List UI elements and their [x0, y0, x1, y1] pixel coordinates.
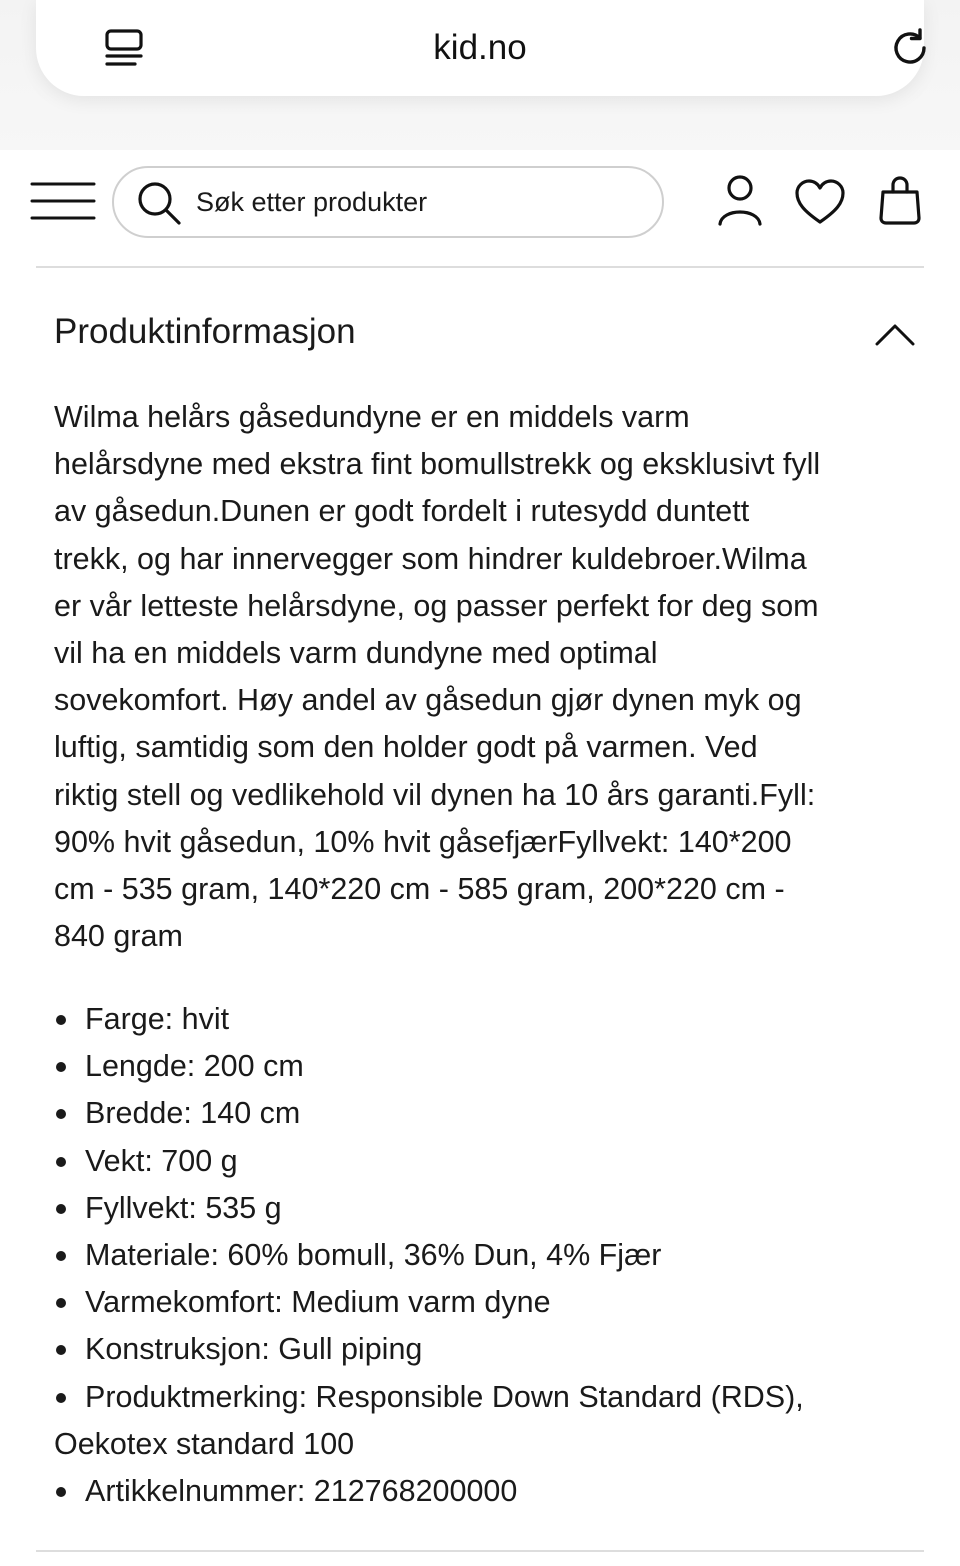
spec-item: [54, 1468, 910, 1515]
description-line: luftig, samtidig som den holder godt på varmen. Ved: [54, 730, 758, 765]
description-line: vil ha en middels varm dundyne med optimal: [54, 636, 658, 671]
section-title: Produktinformasjon: [54, 312, 356, 351]
spec-item: [54, 1326, 910, 1373]
product-description: [54, 394, 910, 960]
user-icon[interactable]: [714, 174, 766, 226]
spec-labeling: Produktmerking: Responsible Down Standard (RDS),: [85, 1379, 804, 1414]
spec-item: [54, 1185, 910, 1232]
url-text: kid.no: [433, 28, 527, 67]
spec-item: [54, 1374, 910, 1468]
description-line: cm - 535 gram, 140*220 cm - 585 gram, 200*220 cm -: [54, 872, 785, 907]
header-divider: [36, 266, 924, 268]
spec-item: [54, 1138, 910, 1185]
description-line: 90% hvit gåsedun, 10% hvit gåsefjærFyllvekt: 140*200: [54, 824, 792, 859]
heart-icon[interactable]: [794, 178, 846, 226]
hamburger-menu-icon[interactable]: [30, 180, 96, 222]
spec-color: Farge: hvit: [85, 1002, 230, 1036]
browser-toolbar: [0, 0, 960, 150]
description-line: helårsdyne med ekstra fint bomullstrekk og eksklusivt fyll: [54, 447, 821, 482]
description-line: av gåsedun.Dunen er godt fordelt i rutesydd duntett: [54, 494, 750, 529]
description-line: trekk, og har innervegger som hindrer kuldebroer.Wilma: [54, 541, 807, 576]
spec-material: Materiale: 60% bomull, 36% Dun, 4% Fjær: [85, 1238, 662, 1273]
search-input[interactable]: [196, 180, 636, 224]
spec-width: Bredde: 140 cm: [85, 1096, 301, 1131]
shopping-bag-icon[interactable]: [876, 174, 924, 226]
description-line: sovekomfort. Høy andel av gåsedun gjør dynen myk og: [54, 683, 802, 718]
spec-construction: Konstruksjon: Gull piping: [85, 1332, 423, 1367]
description-line: riktig stell og vedlikehold vil dynen ha 10 års garanti.Fyll:: [54, 777, 816, 812]
spec-warmth: Varmekomfort: Medium varm dyne: [85, 1285, 551, 1320]
product-info-accordion-header[interactable]: [54, 308, 924, 360]
section-bottom-divider: [36, 1550, 924, 1552]
spec-item: [54, 1232, 910, 1279]
product-specs-list: [54, 996, 910, 1515]
spec-item: [54, 1090, 910, 1137]
spec-item: [54, 996, 910, 1043]
description-line: er vår letteste helårsdyne, og passer perfekt for deg som: [54, 588, 819, 623]
spec-fill-weight: Fyllvekt: 535 g: [85, 1190, 282, 1225]
spec-labeling-continuation: Oekotex standard 100: [54, 1426, 355, 1461]
description-line: Wilma helårs gåsedundyne er en middels varm: [54, 400, 690, 434]
site-header: [0, 150, 960, 266]
spec-weight: Vekt: 700 g: [85, 1143, 238, 1178]
search-box[interactable]: [112, 166, 664, 238]
spec-length: Lengde: 200 cm: [85, 1049, 304, 1084]
description-line: 840 gram: [54, 919, 183, 954]
search-icon[interactable]: [136, 180, 182, 226]
spec-item: [54, 1043, 910, 1090]
address-bar[interactable]: [36, 0, 924, 96]
chevron-up-icon[interactable]: [872, 314, 918, 354]
spec-item: [54, 1279, 910, 1326]
reload-icon[interactable]: [888, 26, 932, 70]
spec-article-number: Artikkelnummer: 212768200000: [85, 1474, 518, 1509]
